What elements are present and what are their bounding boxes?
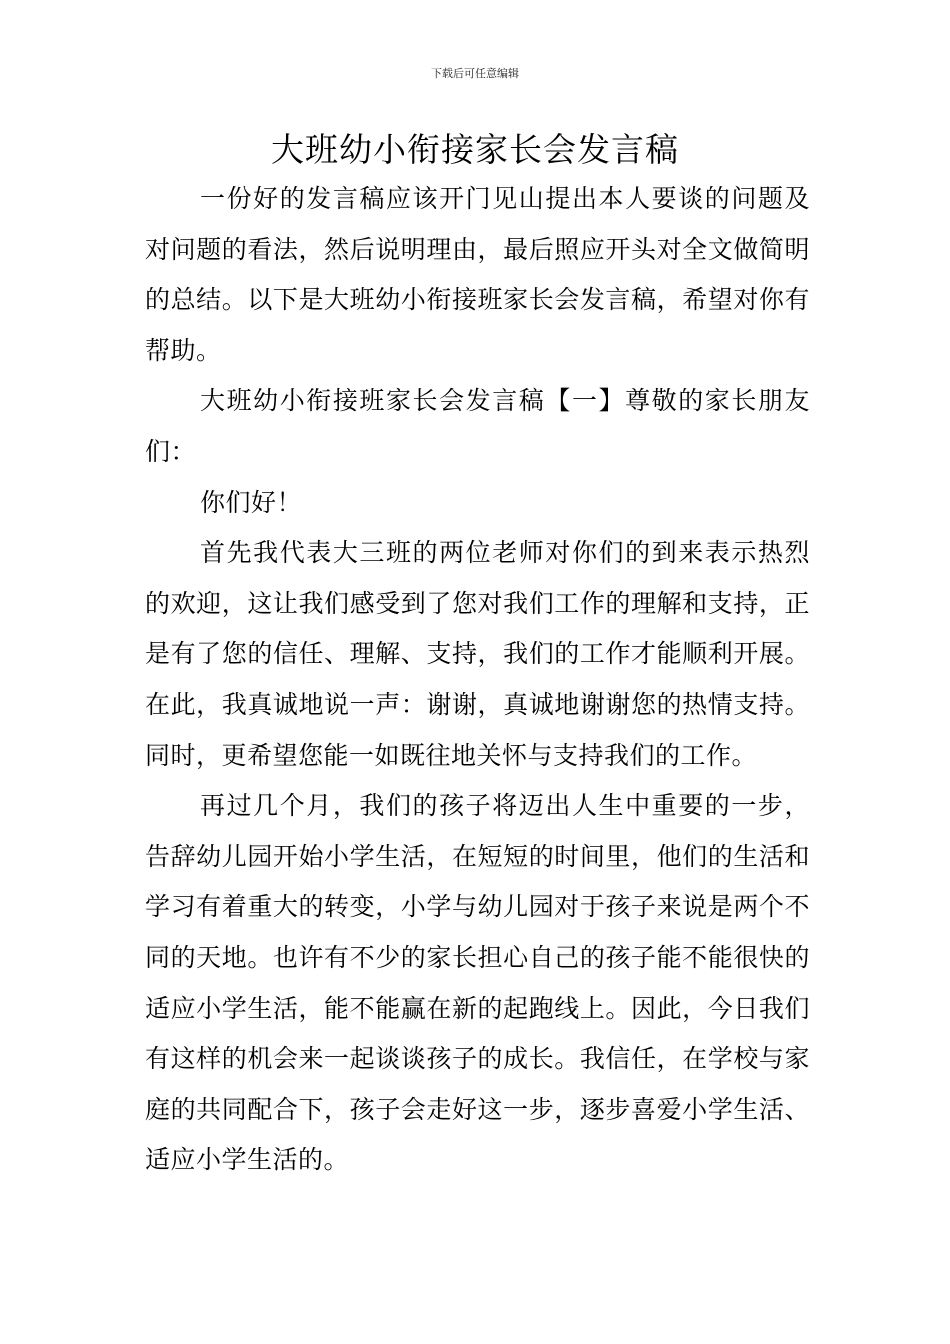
document-body (145, 174, 810, 1186)
paragraph-speech-heading: 大班幼小衔接班家长会发言稿【一】尊敬的家长朋友们： (145, 386, 810, 466)
paragraph-welcome: 首先我代表大三班的两位老师对你们的到来表示热烈的欢迎，这让我们感受到了您对我们工作的理解和支持，正是有了您的信任、理解、支持，我们的工作才能顺利开展。在此，我真诚地说一声：谢谢，真诚地谢谢您的热情支持。同时，更希望您能一如既往地关怀与支持我们的工作。 (145, 538, 810, 770)
paragraph-transition: 再过几个月，我们的孩子将迈出人生中重要的一步，告辞幼儿园开始小学生活，在短短的时间里，他们的生活和学习有着重大的转变，小学与幼儿园对于孩子来说是两个不同的天地。也许有不少的家长担心自己的孩子能不能很快的适应小学生活，能不能赢在新的起跑线上。因此，今日我们有这样的机会来一起谈谈孩子的成长。我信任，在学校与家庭的共同配合下，孩子会走好这一步，逐步喜爱小学生活、适应小学生活的。 (145, 791, 810, 1175)
header-note: 下载后可任意编辑 (431, 67, 519, 80)
paragraph-greeting: 你们好！ (200, 487, 303, 517)
paragraph-intro: 一份好的发言稿应该开门见山提出本人要谈的问题及对问题的看法，然后说明理由，最后照应开头对全文做简明的总结。以下是大班幼小衔接班家长会发言稿，希望对你有帮助。 (145, 184, 810, 365)
document-title: 大班幼小衔接家长会发言稿 (271, 130, 679, 169)
